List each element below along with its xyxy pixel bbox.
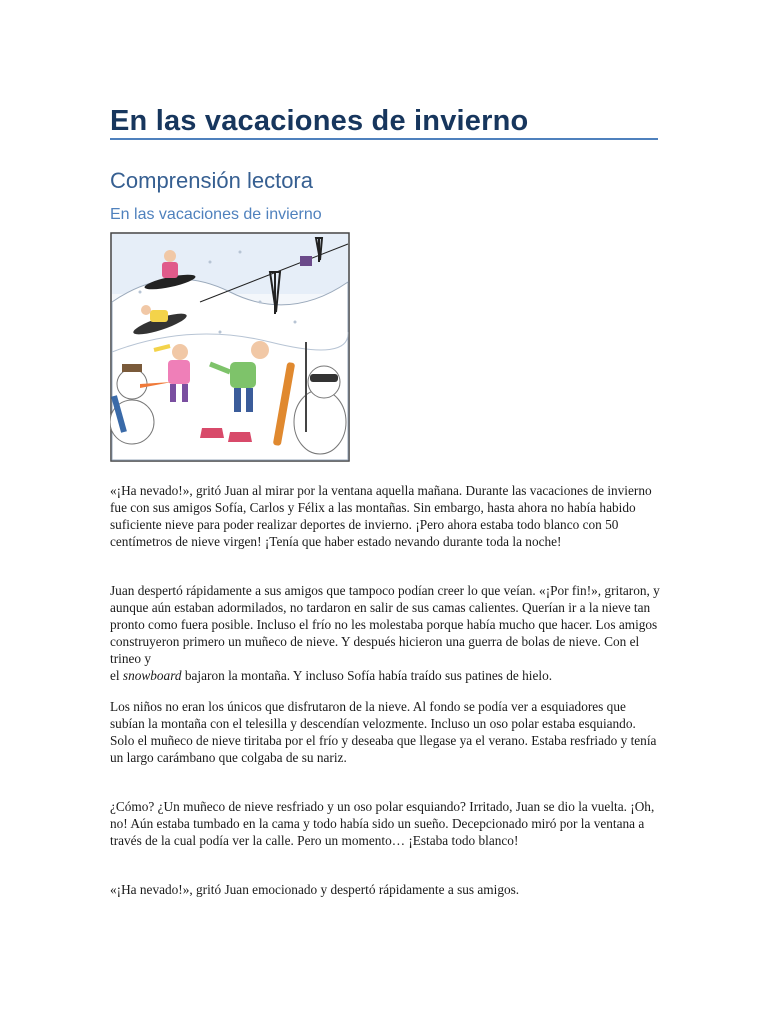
- paragraph-2-prefix: el: [110, 668, 123, 683]
- winter-snow-scene-illustration: [110, 232, 350, 462]
- paragraph-4: ¿Cómo? ¿Un muñeco de nieve resfriado y un oso polar esquiando? Irritado, Juan se dio la vuelta. ¡Oh, no! Aún estaba tumbado en la cama y todo había sido un sueño. Decepcionado miró por la ventana a través de la cual podía ver la calle. Pero un momento… ¡Estaba todo blanco!: [110, 799, 655, 848]
- paragraph-2: [110, 582, 660, 684]
- paragraph-3: Los niños no eran los únicos que disfrutaron de la nieve. Al fondo se podía ver a esquiadores que subían la montaña con el telesilla y descendían velozmente. Incluso un oso polar estaba esquiando. Solo el muñeco de nieve tiritaba por el frío y deseaba que llegase ya el verano. Estaba resfriado y tenía un largo carámbano que colgaba de su nariz.: [110, 699, 657, 765]
- paragraph-2-suffix: bajaron la montaña. Y incluso Sofía había traído sus patines de hielo.: [181, 668, 553, 683]
- heading-comprension: Comprensión lectora: [110, 168, 313, 193]
- paragraph-5: «¡Ha nevado!», gritó Juan emocionado y despertó rápidamente a sus amigos.: [110, 882, 520, 897]
- paragraph-1: «¡Ha nevado!», gritó Juan al mirar por la ventana aquella mañana. Durante las vacaciones de invierno fue con sus amigos Sofía, Carlos y Félix a las montañas. Sin embargo, hasta ahora no había habido suficiente nieve para poder realizar deportes de invierno. ¡Pero ahora estaba todo blanco con 50 centímetros de nieve virgen! ¡Tenía que haber estado nevando durante toda la noche!: [110, 483, 652, 549]
- title-underline: [110, 138, 658, 140]
- document-title: En las vacaciones de invierno: [110, 105, 529, 137]
- paragraph-2-italic: snowboard: [122, 668, 182, 683]
- heading-story-title: En las vacaciones de invierno: [110, 206, 322, 223]
- paragraph-2-main: Juan despertó rápidamente a sus amigos que tampoco podían creer lo que veían. «¡Por fin!», gritaron, y aunque aún estaban adormilados, no tardaron en salir de sus camas calientes. Querían ir a la nieve tan pronto como fuera posible. Incluso el frío no les molestaba porque había mucho que hacer. Los amigos construyeron primero un muñeco de nieve. Y después hicieron una guerra de bolas de nieve. Con el trineo y: [110, 583, 660, 666]
